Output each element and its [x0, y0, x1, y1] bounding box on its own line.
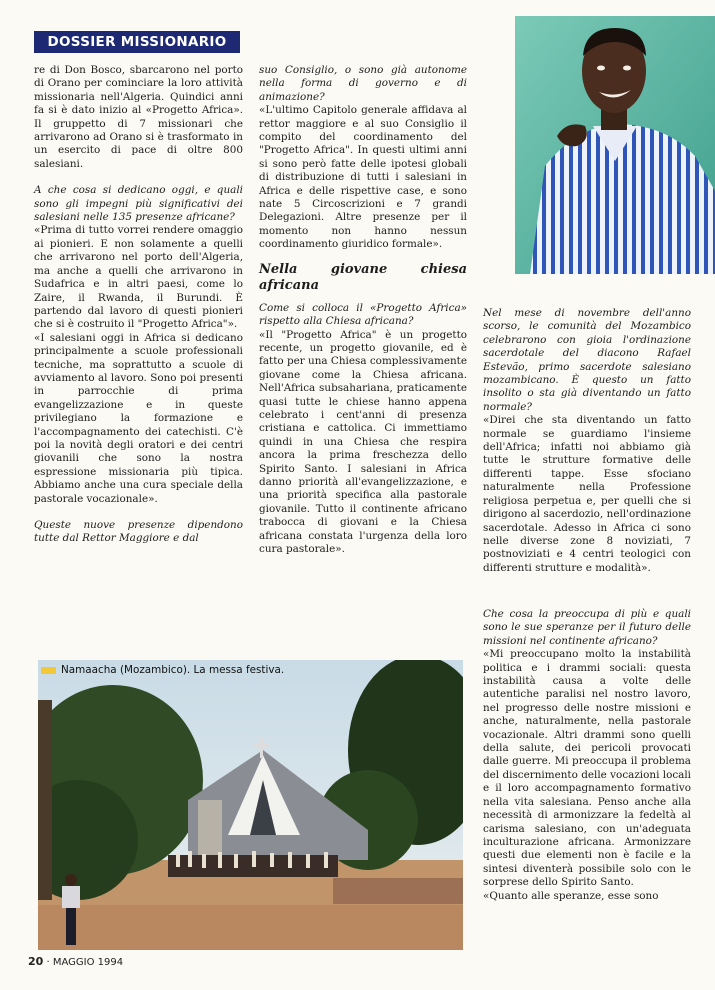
question: A che cosa si dedicano oggi, e quali sono gli impegni più significativi dei salesiani nelle 135 presenze africane? [34, 184, 243, 224]
section-subheading: Nella giovane chiesa africana [259, 261, 467, 293]
church-photo-illustration [38, 660, 463, 950]
footer-separator: · [46, 957, 50, 968]
paragraph: «Quanto alle speranze, esse sono [483, 889, 659, 902]
paragraph: «Mi preoccupano molto la instabilità politica e i drammi sociali: questa instabilità causa a volte delle autentiche paralisi nel nostro lavoro, nel progresso delle nostre missioni e anche, naturalmente, nella pastorale vocazionale. Altri drammi sono quelli della salute, dei pericoli provocati dalle guerre. Mi preoccupa il problema del discernimento delle vocazioni locali e il loro accompagnamento formativo nella vita salesiana. Penso anche alla necessità di armonizzare la fedeltà al carisma salesiano, con un'adeguata inculturazione africana. Armonizzare questi due elementi non è facile e la sintesi diventerà possibile solo con le sorprese dello Spirito Santo. [483, 648, 691, 889]
question: suo Consiglio, o sono già autonome nella forma di governo e di animazione? [259, 64, 467, 103]
question: Che cosa la preoccupa di più e quali sono le sue speranze per il futuro delle missioni nel continente africano? [483, 608, 691, 647]
caption-text: Namaacha (Mozambico). La messa festiva. [61, 664, 285, 676]
text-column-3-top [483, 307, 691, 575]
paragraph: «Il "Progetto Africa" è un progetto recente, un progetto giovanile, ed è fatto per una Chiesa complessivamente giovane come la Chiesa africana. Nell'Africa subsahariana, praticamente quasi tutte le chiese hanno appena celebrato i cent'anni di presenza cristiana e cattolica. Ci immettiamo quindi in una Chiesa che respira ancora la prima freschezza dello Spirito Santo. I salesiani in Africa danno priorità all'evangelizzazione, e una priorità specifica alla pastorale giovanile. Tutto il continente africano trabocca di giovani e la Chiesa africana constata l'urgenza della loro cura pastorale». [259, 328, 467, 555]
question: Come si colloca il «Progetto Africa» rispetto alla Chiesa africana? [259, 301, 467, 328]
paragraph: «Prima di tutto vorrei rendere omaggio ai pionieri. E non solamente a quelli che arrivarono nel porto dell'Algeria, ma anche a quelli che arrivarono in Sudafrica e in altri paesi, come lo Zaire, il Rwanda, il Burundi. È partendo dal lavoro di questi pionieri che si è costruito il "Progetto Africa"». [34, 224, 243, 331]
text-column-2 [259, 64, 467, 556]
boy-photo-illustration [515, 16, 715, 274]
photo-caption [41, 664, 284, 676]
section-header: DOSSIER MISSIONARIO [34, 31, 240, 53]
text-column-1 [34, 64, 243, 546]
question: Queste nuove presenze dipendono tutte dal Rettor Maggiore e dal [34, 519, 243, 545]
caption-marker [41, 667, 56, 674]
paragraph: «I salesiani oggi in Africa si dedicano principalmente a scuole professionali tecniche, ma soprattutto a scuole di avviamento al lavoro. Sono poi presenti in parrocchie di prima evangelizzazione e in queste privilegiano la formazione e l'accompagnamento dei catechisti. C'è poi la novità degli oratori e dei centri giovanili che sono la nostra espressione missionaria più tipica. Abbiamo anche una cura speciale della pastorale vocazionale». [34, 331, 243, 505]
paragraph: «Direi che sta diventando un fatto normale se guardiamo l'insieme dell'Africa; infatti noi abbiamo già tutte le strutture formative delle differenti tappe. Esse sfociano naturalmente nella Professione religiosa perpetua e, per quelli che si dirigono al sacerdozio, nell'ordinazione sacerdotale. Adesso in Africa ci sono nelle diverse zone 8 noviziati, 7 postnoviziati e 4 centri teologici con differenti strutture e modalità». [483, 414, 691, 574]
issue-date: MAGGIO 1994 [52, 957, 124, 968]
question: Nel mese di novembre dell'anno scorso, le comunità del Mozambico celebrarono con gioia l'ordinazione sacerdotale del diacono Rafael Estevão, primo sacerdote salesiano mozambicano. È questo un fatto insolito o sta già diventando un fatto normale? [483, 307, 691, 413]
page-number: 20 [28, 955, 44, 968]
paragraph: re di Don Bosco, sbarcarono nel porto di Orano per cominciare la loro attività missionaria nell'Algeria. Quindici anni fa si è dato inizio al «Progetto Africa». Il gruppetto di 7 missionari che arrivarono ad Orano si è trasformato in un esercito di pace di oltre 800 salesiani. [34, 64, 243, 170]
paragraph: «L'ultimo Capitolo generale affidava al rettor maggiore e al suo Consiglio il compito del coordinamento del "Progetto Africa". In questi ultimi anni si sono però fatte delle ipotesi globali di distribuzione di tutti i salesiani in Africa e delle rispettive case, e sono nate 5 Circoscrizioni e 7 grandi Delegazioni. Altre presenze per il momento non hanno nessun coordinamento giuridico formale». [259, 104, 467, 251]
photo-boy-portrait [515, 16, 715, 274]
text-column-3-bottom [483, 608, 691, 903]
page-footer [28, 955, 123, 968]
photo-church-namaacha [38, 660, 463, 950]
